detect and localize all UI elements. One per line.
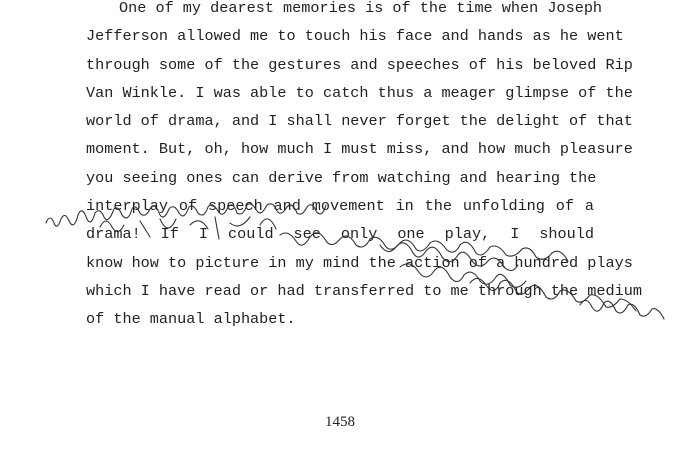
paragraph-line: of the manual alphabet. [86,310,296,329]
page-number: 1458 [325,414,355,430]
paragraph-line: know how to picture in my mind the action of a hundred plays [86,253,633,272]
paragraph-line: drama! If I could see only one play, I should [86,225,594,244]
paragraph-line: Jefferson allowed me to touch his face and hands as he went [86,27,624,46]
paragraph-line: One of my dearest memories is of the time when Joseph [119,0,603,17]
paragraph-line: interplay of speech and movement in the unfolding of a [86,197,594,216]
paragraph-line: through some of the gestures and speeches of his beloved Rip [86,55,633,74]
paragraph-line: Van Winkle. I was able to catch thus a meager glimpse of the [86,83,633,102]
handwritten-annotation [40,205,670,355]
paragraph-line: you seeing ones can derive from watching and hearing the [86,168,597,187]
paragraph-line: which I have read or had transferred to me through the medium [86,281,642,300]
paragraph-line: world of drama, and I shall never forget the delight of that [86,112,633,131]
paragraph-line: moment. But, oh, how much I must miss, and how much pleasure [86,140,633,159]
